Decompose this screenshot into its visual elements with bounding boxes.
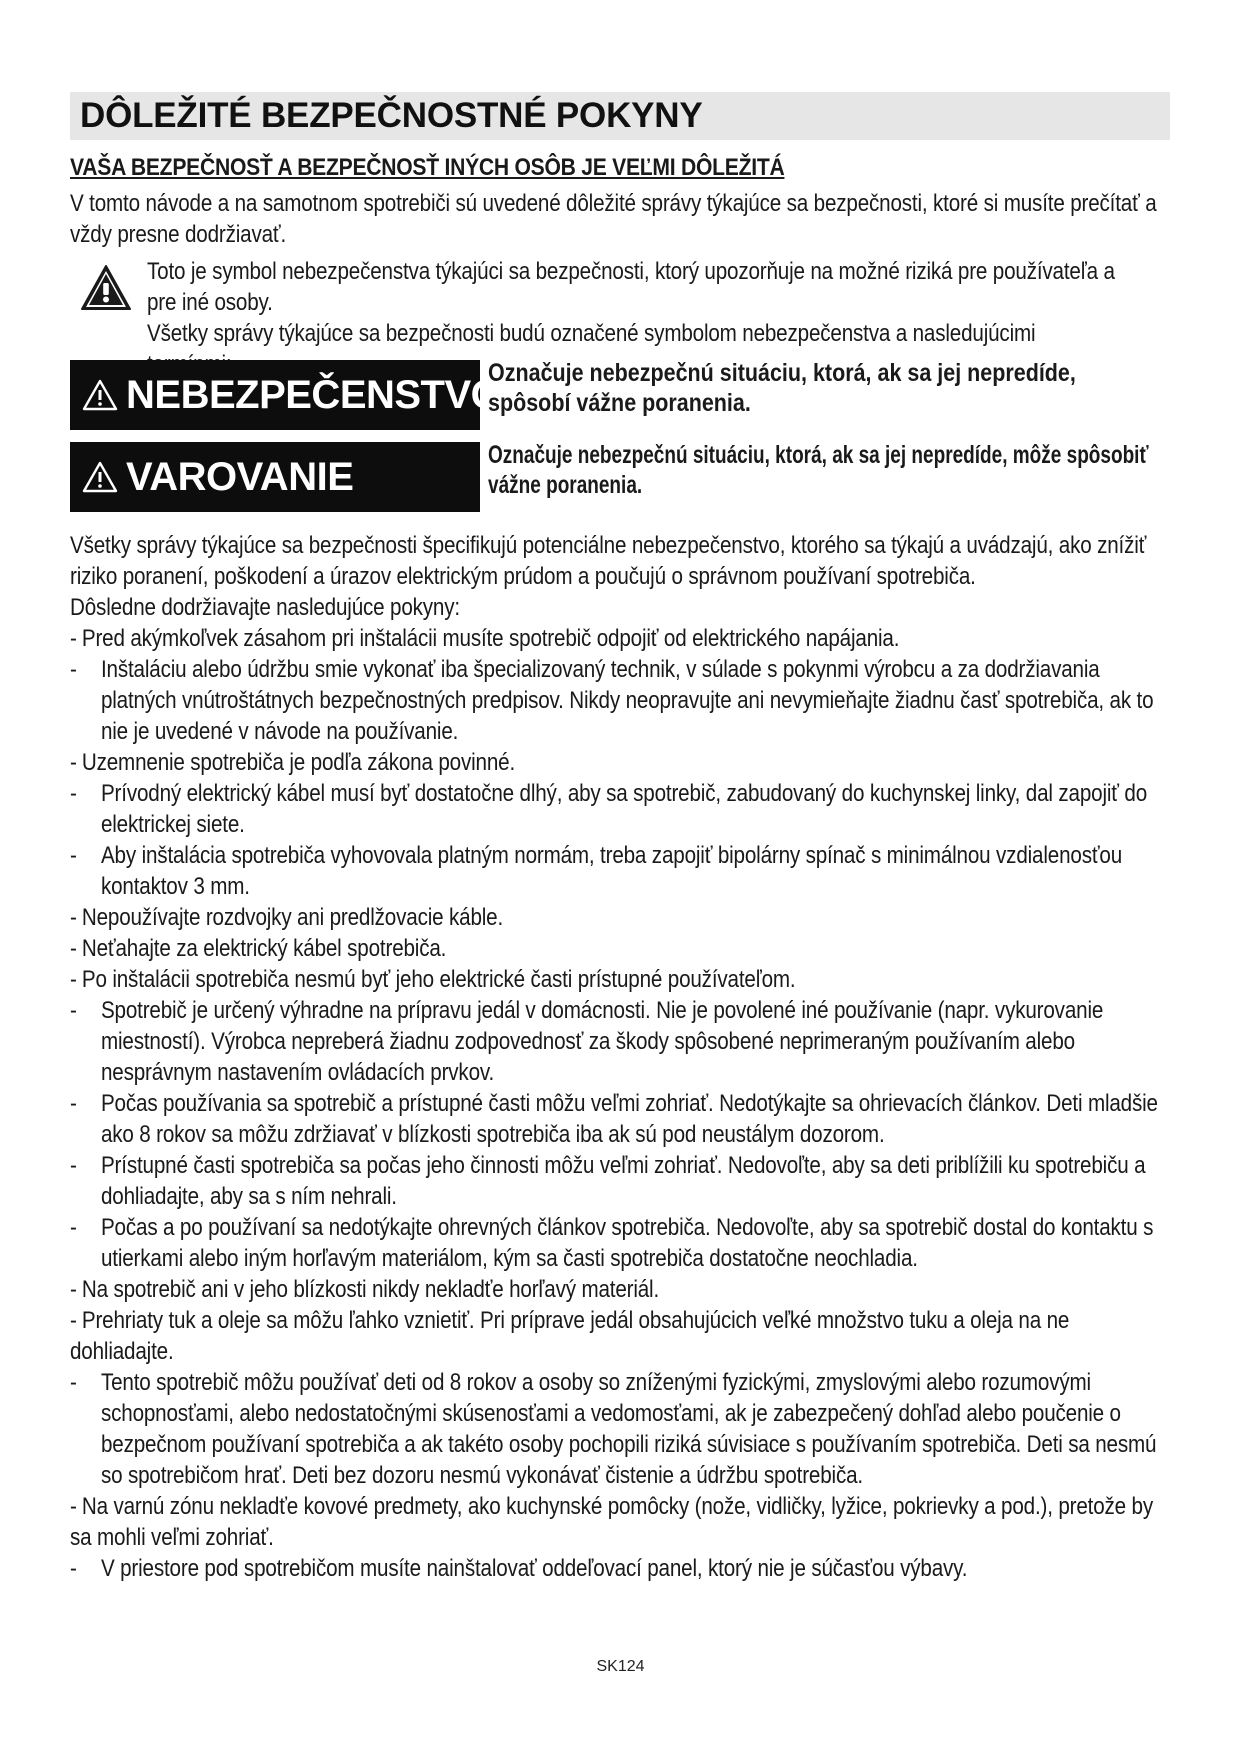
intro-paragraph: V tomto návode a na samotnom spotrebiči sú uvedené dôležité správy týkajúce sa bezpečnosti, ktoré si musíte prečítať a vždy presne dodržiavať. (70, 190, 1157, 248)
list-item: - Na spotrebič ani v jeho blízkosti nikdy nekladťe horľavý materiál. (70, 1276, 660, 1303)
list-item: - Inštaláciu alebo údržbu smie vykonať iba špecializovaný technik, v súlade s pokynmi výrobcu a za dodržiavania platných vnútroštátnych bezpečnostných predpisov. Nikdy neopravujte ani nevymieňajte žiadnu časť spotrebiča, ak to nie je uvedené v návode na používanie. (70, 656, 1154, 745)
list-item: - Nepoužívajte rozdvojky ani predlžovacie káble. (70, 904, 504, 931)
symbol-note-line2: Všetky správy týkajúce sa bezpečnosti budú označené symbolom nebezpečenstva a nasledujúcimi (147, 320, 1036, 347)
body-lead: Dôsledne dodržiavajte nasledujúce pokyny: (70, 594, 460, 621)
list-item: - Tento spotrebič môžu používať deti od 8 rokov a osoby so zníženými fyzickými, zmyslovými alebo rozumovými schopnosťami, alebo nedostatočnými skúsenosťami a vedomosťami, ak je zabezpečený dohľad alebo poučenie o bezpečnom používaní spotrebiča a ak takéto osoby pochopili riziká súvisiace s používaním spotrebiča. Deti sa nesmú so spotrebičom hrať. Deti bez dozoru nesmú vykonávať čistenie a údržbu spotrebiča. (70, 1369, 1157, 1489)
list-item: - V priestore pod spotrebičom musíte nainštalovať oddeľovací panel, ktorý nie je súčasťou výbavy. (70, 1555, 968, 1582)
signal-description-danger: Označuje nebezpečnú situáciu, ktorá, ak sa jej nepredíde, spôsobí vážne poranenia. (488, 359, 1076, 417)
signal-row-warning (70, 442, 1170, 514)
body-paragraph: Všetky správy týkajúce sa bezpečnosti špecifikujú potenciálne nebezpečenstvo, ktorého sa týkajú a uvádzajú, ako znížiť riziko poranení, poškodení a úrazov elektrickým prúdom a poučujú o správnom používaní spotrebiča. (70, 532, 1147, 590)
symbol-note-line1: Toto je symbol nebezpečenstva týkajúci sa bezpečnosti, ktorý upozorňuje na možné riziká pre používateľa a pre iné osoby. (147, 258, 1115, 316)
page-number: SK124 (596, 1658, 645, 1675)
page-title: DÔLEŽITÉ BEZPEČNOSTNÉ POKYNY (70, 92, 1170, 140)
list-item: - Prívodný elektrický kábel musí byť dostatočne dlhý, aby sa spotrebič, zabudovaný do kuchynskej linky, dal zapojiť do elektrickej siete. (70, 780, 1148, 838)
list-item: - Spotrebič je určený výhradne na prípravu jedál v domácnosti. Nie je povolené iné používanie (napr. vykurovanie miestností). Výrobca nepreberá žiadnu zodpovednosť za škody spôsobené neprimeraným používaním alebo nesprávnym nastavením ovládacích prvkov. (70, 997, 1104, 1086)
signal-word-warning: VAROVANIE (126, 454, 354, 499)
signal-row-danger (70, 360, 1170, 432)
safety-symbol-note (70, 256, 1170, 348)
list-item: - Aby inštalácia spotrebiča vyhovovala platným normám, treba zapojiť bipolárny spínač s minimálnou vzdialenosťou kontaktov 3 mm. (70, 842, 1123, 900)
signal-description-warning: Označuje nebezpečnú situáciu, ktorá, ak sa jej nepredíde, môže spôsobiť vážne poranenia. (488, 441, 1149, 499)
list-item: - Pred akýmkoľvek zásahom pri inštalácii musíte spotrebič odpojiť od elektrického napájania. (70, 625, 900, 652)
warning-triangle-icon (82, 379, 118, 411)
list-item: - Po inštalácii spotrebiča nesmú byť jeho elektrické časti prístupné používateľom. (70, 966, 796, 993)
list-item: - Počas a po používaní sa nedotýkajte ohrevných článkov spotrebiča. Nedovoľte, aby sa spotrebič dostal do kontaktu s utierkami alebo iným horľavým materiálom, kým sa časti spotrebiča dostatočne neochladia. (70, 1214, 1154, 1272)
list-item: - Neťahajte za elektrický kábel spotrebiča. (70, 935, 447, 962)
warning-triangle-icon (80, 264, 132, 312)
list-item: - Počas používania sa spotrebič a prístupné časti môžu veľmi zohriať. Nedotýkajte sa ohrievacích článkov. Deti mladšie ako 8 rokov sa môžu zdržiavať v blízkosti spotrebiča iba ak sú pod neustálym dozorom. (70, 1090, 1158, 1148)
instructions-body (70, 530, 1170, 1584)
signal-word-danger: NEBEZPEČENSTVO (126, 372, 502, 417)
warning-triangle-icon (82, 461, 118, 493)
warning-label-box (70, 442, 480, 512)
danger-label-box (70, 360, 502, 430)
list-item: - Uzemnenie spotrebiča je podľa zákona povinné. (70, 749, 516, 776)
section-subtitle: VAŠA BEZPEČNOSŤ A BEZPEČNOSŤ INÝCH OSÔB JE VEĽMI DÔLEŽITÁ (70, 154, 785, 181)
list-item: - Prístupné časti spotrebiča sa počas jeho činnosti môžu veľmi zohriať. Nedovoľte, aby sa deti priblížili ku spotrebiču a dohliadajte, aby sa s ním nehrali. (70, 1152, 1146, 1210)
list-item: - Prehriaty tuk a oleje sa môžu ľahko vznietiť. Pri príprave jedál obsahujúcich veľké množstvo tuku a oleja na ne dohliadajte. (70, 1307, 1070, 1365)
document-page (70, 92, 1170, 1584)
list-item: - Na varnú zónu nekladťe kovové predmety, ako kuchynské pomôcky (nože, vidličky, lyžice, pokrievky a pod.), pretože by sa mohli veľmi zohriať. (70, 1493, 1154, 1551)
